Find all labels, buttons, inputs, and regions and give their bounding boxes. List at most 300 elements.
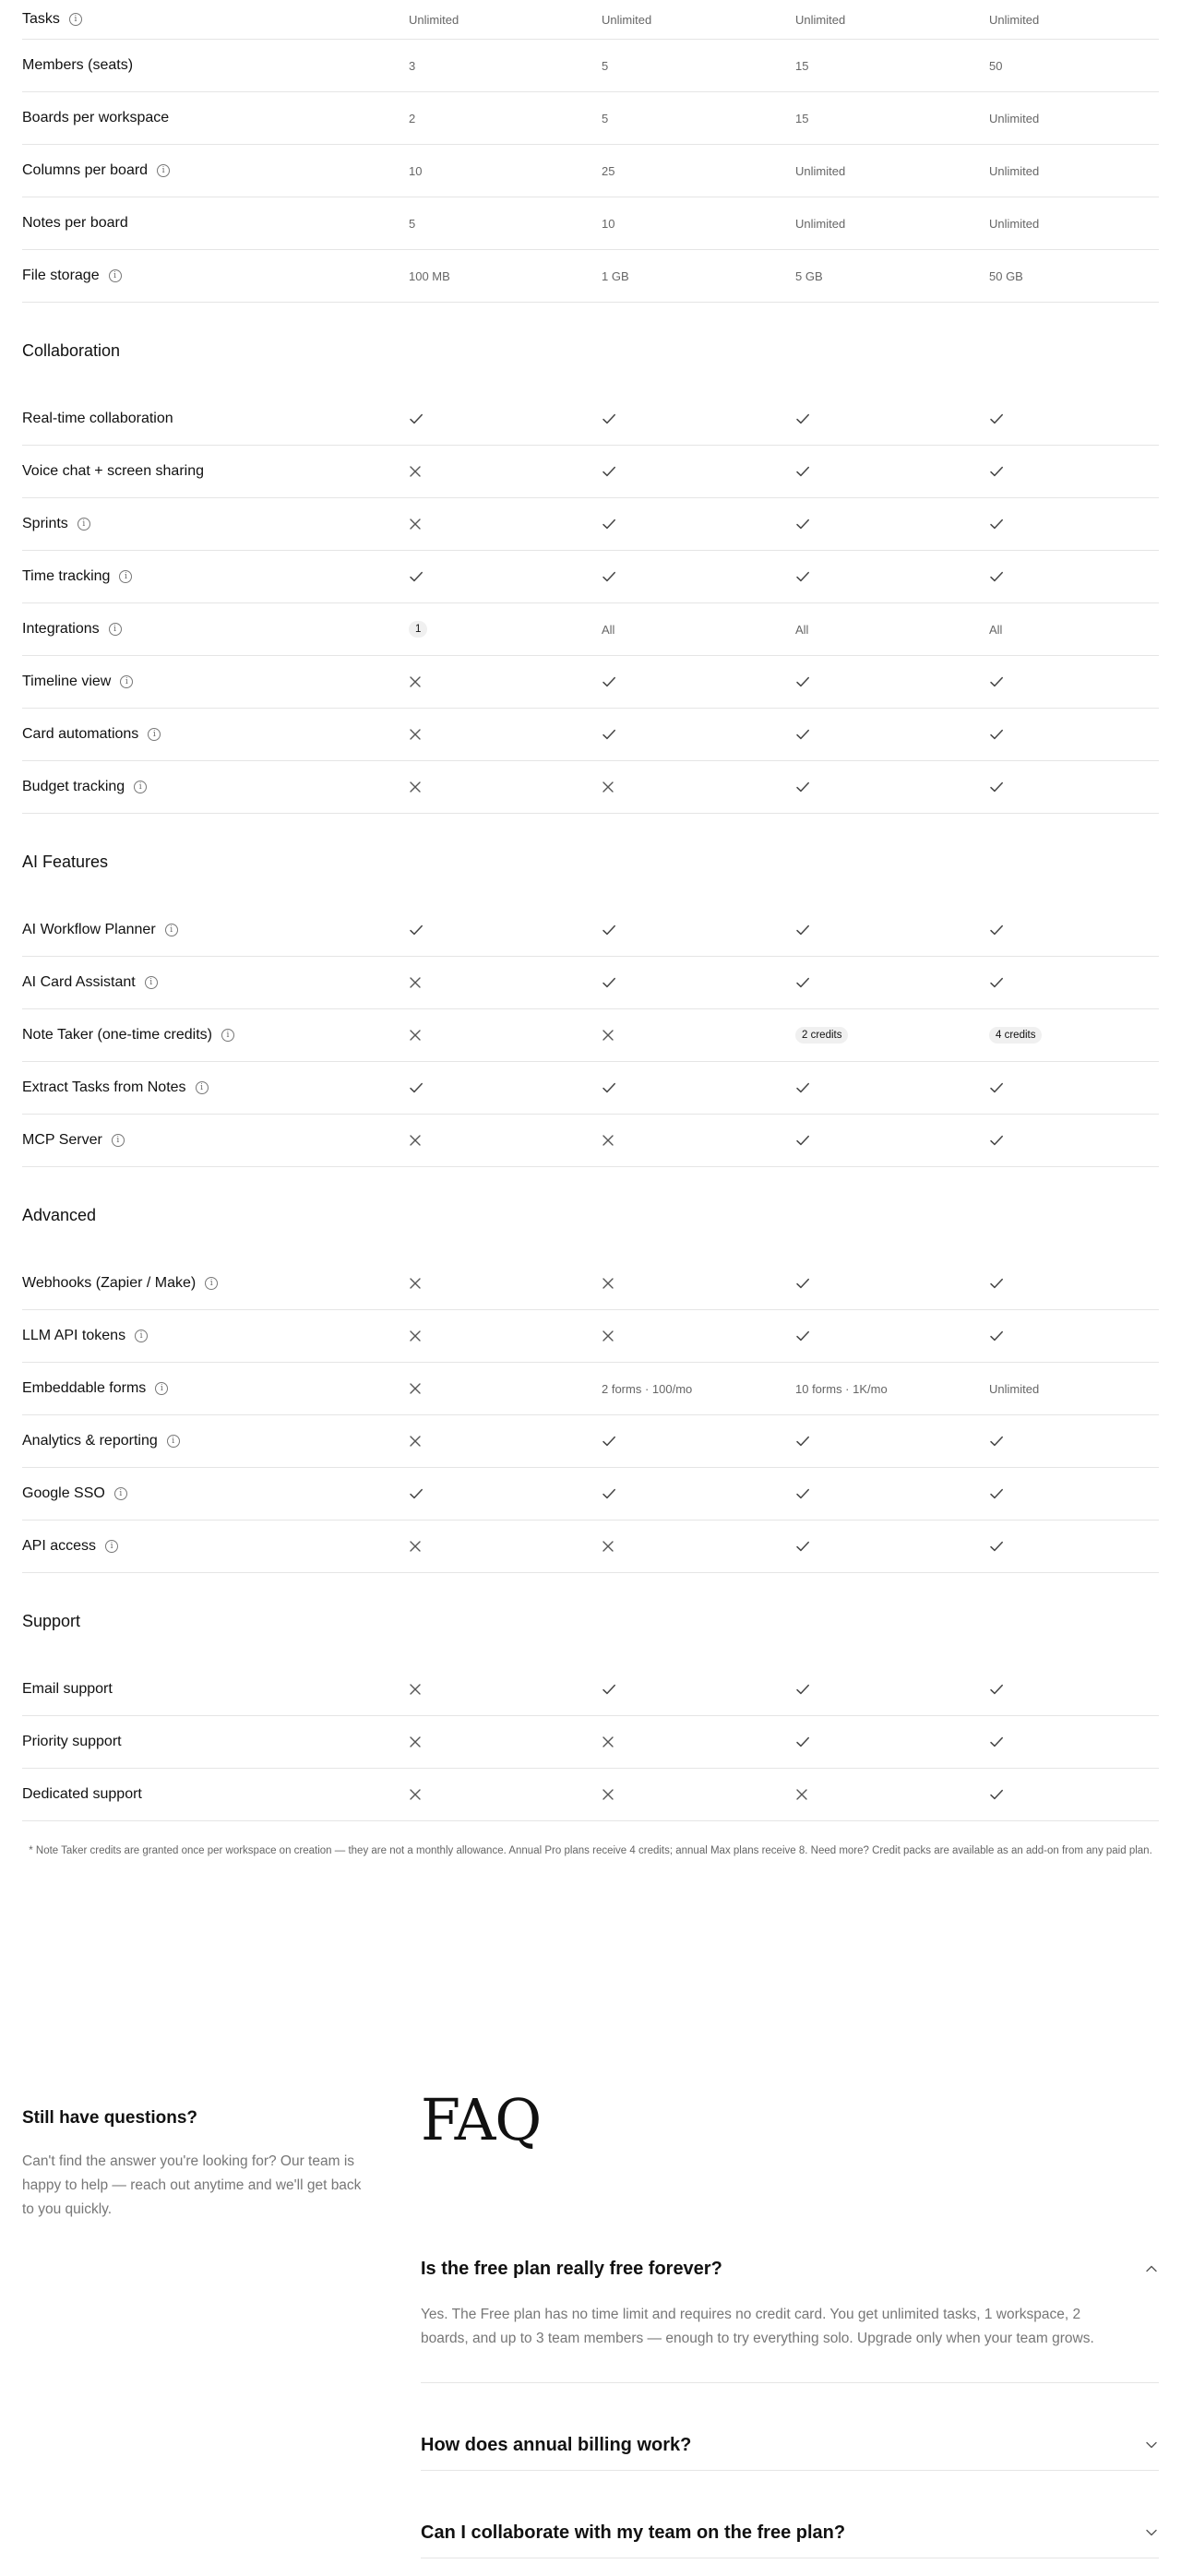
feature-row xyxy=(22,1415,1159,1468)
check-icon xyxy=(989,1133,1004,1148)
feature-row xyxy=(22,446,1159,498)
feature-name xyxy=(22,110,409,126)
value-text: Unlimited xyxy=(795,12,846,27)
plan-cell xyxy=(795,1735,989,1749)
feature-name xyxy=(22,674,409,690)
check-icon xyxy=(602,727,616,742)
cross-icon xyxy=(409,1683,422,1696)
plan-cell xyxy=(795,780,989,794)
cross-icon xyxy=(409,1382,422,1395)
check-icon xyxy=(795,517,810,531)
plan-cell xyxy=(795,674,989,689)
check-icon xyxy=(989,1329,1004,1343)
info-icon[interactable]: i xyxy=(167,1435,180,1448)
check-icon xyxy=(602,674,616,689)
check-icon xyxy=(989,517,1004,531)
feature-name xyxy=(22,779,409,795)
check-icon xyxy=(989,569,1004,584)
plan-cell xyxy=(989,411,1159,426)
plan-cell xyxy=(989,569,1159,584)
check-icon xyxy=(989,464,1004,479)
plan-cell xyxy=(409,217,602,231)
plan-cell xyxy=(409,1540,602,1553)
value-text: 100 MB xyxy=(409,268,450,283)
feature-label: Columns per board xyxy=(22,162,149,178)
check-icon xyxy=(409,1080,423,1095)
plan-cell xyxy=(989,674,1159,689)
feature-name xyxy=(22,1132,409,1149)
plan-cell xyxy=(409,465,602,478)
plan-cell xyxy=(409,269,602,283)
value-text: Unlimited xyxy=(989,163,1040,178)
plan-cell xyxy=(795,269,989,283)
feature-row xyxy=(22,1716,1159,1769)
plan-cell xyxy=(602,1277,795,1290)
value-text: 25 xyxy=(602,163,615,178)
info-icon[interactable]: i xyxy=(105,1540,118,1553)
check-icon xyxy=(795,1434,810,1449)
plan-cell xyxy=(795,112,989,125)
info-icon[interactable]: i xyxy=(78,518,90,531)
faq-title: FAQ xyxy=(421,2086,542,2153)
info-icon[interactable]: i xyxy=(205,1277,218,1290)
feature-name xyxy=(22,1328,409,1344)
check-icon xyxy=(409,1486,423,1501)
check-icon xyxy=(602,1434,616,1449)
check-icon xyxy=(795,780,810,794)
faq-question-text: How does annual billing work? xyxy=(421,2434,692,2455)
info-icon[interactable]: i xyxy=(112,1134,125,1147)
value-text: 5 xyxy=(409,216,416,231)
plan-cell xyxy=(409,1330,602,1342)
check-icon xyxy=(409,411,423,426)
feature-name xyxy=(22,1485,409,1502)
plan-cell xyxy=(989,1787,1159,1802)
cross-icon xyxy=(409,1735,422,1748)
value-text: 15 xyxy=(795,58,809,73)
plan-cell xyxy=(989,464,1159,479)
value-text: 3 xyxy=(409,58,416,73)
check-icon xyxy=(795,1539,810,1554)
plan-cell xyxy=(409,569,602,584)
plan-cell xyxy=(409,59,602,73)
plan-cell xyxy=(409,13,602,27)
value-text: 5 xyxy=(602,111,609,125)
plan-cell xyxy=(602,1486,795,1501)
section-title: Collaboration xyxy=(22,341,121,360)
plan-cell xyxy=(989,1276,1159,1291)
feature-name xyxy=(22,922,409,938)
value-text: 5 GB xyxy=(795,268,823,283)
plan-cell xyxy=(409,1382,602,1395)
check-icon xyxy=(795,569,810,584)
value-badge: 4 credits xyxy=(989,1027,1042,1044)
feature-label: LLM API tokens xyxy=(22,1328,126,1343)
feature-row xyxy=(22,603,1159,656)
value-text: 10 xyxy=(602,216,615,231)
plan-cell xyxy=(795,464,989,479)
feature-name xyxy=(22,1786,409,1803)
check-icon xyxy=(989,975,1004,990)
feature-row xyxy=(22,393,1159,446)
plan-cell xyxy=(795,1133,989,1148)
feature-row xyxy=(22,1664,1159,1716)
feature-name xyxy=(22,57,409,74)
feature-name xyxy=(22,621,409,638)
plan-cell xyxy=(795,1486,989,1501)
plan-cell xyxy=(409,621,602,638)
plan-cell xyxy=(602,112,795,125)
plan-cell xyxy=(795,411,989,426)
info-icon[interactable]: i xyxy=(155,1382,168,1395)
section-title: Advanced xyxy=(22,1206,97,1224)
plan-cell xyxy=(602,411,795,426)
plan-cell xyxy=(409,1486,602,1501)
plan-cell xyxy=(409,1080,602,1095)
plan-cell xyxy=(989,1133,1159,1148)
feature-label: Sprints xyxy=(22,516,68,531)
feature-label: Google SSO xyxy=(22,1485,105,1501)
feature-name xyxy=(22,1380,409,1397)
feature-row xyxy=(22,40,1159,92)
feature-label: Note Taker (one-time credits) xyxy=(22,1027,212,1043)
feature-label: Time tracking xyxy=(22,568,111,584)
feature-label: Extract Tasks from Notes xyxy=(22,1079,186,1095)
feature-label: File storage xyxy=(22,268,100,283)
footnote: * Note Taker credits are granted once per workspace on creation — they are not a monthly allowance. Annual Pro plans receive 4 credits; annual Max plans receive 8. Need more? Credit packs are available as an add-on from any paid plan. xyxy=(29,1845,1152,1856)
feature-name xyxy=(22,162,409,179)
value-text: 2 xyxy=(409,111,416,125)
check-icon xyxy=(602,464,616,479)
plan-cell xyxy=(602,923,795,937)
value-badge: 2 credits xyxy=(795,1027,848,1044)
plan-cell xyxy=(795,59,989,73)
value-text: 50 GB xyxy=(989,268,1023,283)
info-icon[interactable]: i xyxy=(120,675,133,688)
plan-cell xyxy=(409,1277,602,1290)
check-icon xyxy=(602,975,616,990)
feature-label: Analytics & reporting xyxy=(22,1433,158,1449)
cross-icon xyxy=(602,1735,614,1748)
value-text: 50 xyxy=(989,58,1003,73)
plan-cell xyxy=(602,464,795,479)
check-icon xyxy=(989,1735,1004,1749)
plan-cell xyxy=(989,517,1159,531)
check-icon xyxy=(989,923,1004,937)
value-text: All xyxy=(989,622,1003,637)
feature-section xyxy=(22,1573,1159,1821)
feature-label: MCP Server xyxy=(22,1132,102,1148)
value-text: 15 xyxy=(795,111,809,125)
plan-cell xyxy=(989,1434,1159,1449)
cross-icon xyxy=(602,781,614,793)
value-text: 2 forms · 100/mo xyxy=(602,1381,693,1396)
plan-cell xyxy=(602,1788,795,1801)
feature-row xyxy=(22,0,1159,40)
cross-icon xyxy=(602,1277,614,1290)
plan-cell xyxy=(602,1735,795,1748)
plan-cell xyxy=(795,727,989,742)
plan-cell xyxy=(989,1080,1159,1095)
feature-row xyxy=(22,551,1159,603)
plan-cell xyxy=(795,217,989,231)
feature-row xyxy=(22,1009,1159,1062)
check-icon xyxy=(989,1276,1004,1291)
info-icon[interactable]: i xyxy=(134,781,147,793)
plan-cell xyxy=(989,780,1159,794)
plan-cell xyxy=(602,1134,795,1147)
cross-icon xyxy=(409,781,422,793)
check-icon xyxy=(989,1539,1004,1554)
feature-row xyxy=(22,197,1159,250)
feature-label: Boards per workspace xyxy=(22,110,170,125)
feature-row xyxy=(22,1521,1159,1573)
cross-icon xyxy=(409,1788,422,1801)
feature-row xyxy=(22,1115,1159,1167)
feature-row xyxy=(22,1363,1159,1415)
feature-comparison-table xyxy=(22,0,1159,1821)
check-icon xyxy=(795,1682,810,1697)
feature-label: API access xyxy=(22,1538,97,1554)
faq-sidebar xyxy=(22,2105,373,2222)
check-icon xyxy=(989,1434,1004,1449)
feature-label: Webhooks (Zapier / Make) xyxy=(22,1275,197,1291)
plan-cell xyxy=(795,569,989,584)
plan-cell xyxy=(602,217,795,231)
info-icon[interactable]: i xyxy=(109,269,122,282)
info-icon[interactable]: i xyxy=(69,13,82,26)
cross-icon xyxy=(602,1029,614,1042)
feature-label: Tasks xyxy=(22,11,60,27)
feature-name xyxy=(22,568,409,585)
plan-cell xyxy=(409,675,602,688)
plan-cell xyxy=(989,1486,1159,1501)
faq-item xyxy=(421,2508,1159,2558)
feature-row xyxy=(22,1258,1159,1310)
plan-cell xyxy=(795,1382,989,1396)
faq-answer: Yes. The Free plan has no time limit and requires no credit card. You get unlimited tasks, 1 workspace, 2 boards, and up to 3 team members — enough to try everything solo. Upgrade only when your team grows. xyxy=(421,2307,1094,2346)
cross-icon xyxy=(409,1134,422,1147)
info-icon[interactable]: i xyxy=(165,924,178,936)
plan-cell xyxy=(602,781,795,793)
value-badge: 1 xyxy=(409,621,427,638)
feature-label: Dedicated support xyxy=(22,1786,142,1802)
plan-cell xyxy=(602,13,795,27)
cross-icon xyxy=(602,1134,614,1147)
faq-list xyxy=(421,2244,1159,2558)
feature-section xyxy=(22,814,1159,1167)
plan-cell xyxy=(795,1539,989,1554)
feature-section xyxy=(22,303,1159,814)
plan-cell xyxy=(602,517,795,531)
plan-cell xyxy=(602,1080,795,1095)
check-icon xyxy=(989,1080,1004,1095)
cross-icon xyxy=(602,1330,614,1342)
info-icon[interactable]: i xyxy=(157,164,170,177)
plan-cell xyxy=(795,13,989,27)
feature-name xyxy=(22,11,409,28)
feature-name xyxy=(22,1681,409,1698)
value-text: Unlimited xyxy=(795,216,846,231)
faq-question[interactable] xyxy=(421,2420,1159,2470)
plan-cell xyxy=(409,518,602,531)
feature-label: Timeline view xyxy=(22,674,112,689)
plan-cell xyxy=(989,1682,1159,1697)
plan-cell xyxy=(409,164,602,178)
plan-cell xyxy=(989,1382,1159,1396)
faq-question[interactable] xyxy=(421,2244,1159,2294)
feature-row xyxy=(22,957,1159,1009)
plan-cell xyxy=(795,1788,989,1801)
cross-icon xyxy=(795,1788,808,1801)
feature-row xyxy=(22,1062,1159,1115)
check-icon xyxy=(989,780,1004,794)
value-text: All xyxy=(602,622,615,637)
value-text: 1 GB xyxy=(602,268,629,283)
faq-question[interactable] xyxy=(421,2508,1159,2558)
plan-cell xyxy=(602,1434,795,1449)
plan-cell xyxy=(795,517,989,531)
feature-row xyxy=(22,709,1159,761)
info-icon[interactable]: i xyxy=(135,1330,148,1342)
info-icon[interactable]: i xyxy=(109,623,122,636)
value-text: 5 xyxy=(602,58,609,73)
plan-cell xyxy=(989,1329,1159,1343)
cross-icon xyxy=(409,728,422,741)
plan-cell xyxy=(409,923,602,937)
plan-cell xyxy=(602,569,795,584)
feature-row xyxy=(22,1468,1159,1521)
plan-cell xyxy=(795,923,989,937)
value-text: Unlimited xyxy=(795,163,846,178)
check-icon xyxy=(602,517,616,531)
plan-cell xyxy=(795,164,989,178)
plan-cell xyxy=(989,13,1159,27)
feature-name xyxy=(22,411,409,427)
plan-cell xyxy=(795,1080,989,1095)
cross-icon xyxy=(602,1540,614,1553)
value-text: Unlimited xyxy=(989,1381,1040,1396)
faq-question-text: Is the free plan really free forever? xyxy=(421,2258,722,2279)
plan-cell xyxy=(602,164,795,178)
feature-name xyxy=(22,1734,409,1750)
check-icon xyxy=(795,1329,810,1343)
check-icon xyxy=(602,1080,616,1095)
chevron-down-icon[interactable] xyxy=(1144,2438,1159,2452)
plan-cell xyxy=(989,59,1159,73)
check-icon xyxy=(795,411,810,426)
feature-name xyxy=(22,726,409,743)
feature-label: Notes per board xyxy=(22,215,128,231)
cross-icon xyxy=(409,518,422,531)
feature-row xyxy=(22,145,1159,197)
plan-cell xyxy=(409,1735,602,1748)
check-icon xyxy=(409,923,423,937)
plan-cell xyxy=(409,976,602,989)
plan-cell xyxy=(602,1382,795,1396)
check-icon xyxy=(795,464,810,479)
plan-cell xyxy=(989,112,1159,125)
feature-row xyxy=(22,761,1159,814)
plan-cell xyxy=(795,975,989,990)
feature-label: AI Card Assistant xyxy=(22,974,136,990)
feature-name xyxy=(22,1079,409,1096)
plan-cell xyxy=(795,1682,989,1697)
info-icon[interactable]: i xyxy=(145,976,158,989)
info-icon[interactable]: i xyxy=(119,570,132,583)
plan-cell xyxy=(602,1029,795,1042)
chevron-up-icon[interactable] xyxy=(1144,2261,1159,2276)
plan-cell xyxy=(602,1330,795,1342)
check-icon xyxy=(602,1682,616,1697)
feature-name xyxy=(22,215,409,232)
plan-cell xyxy=(989,1735,1159,1749)
feature-name xyxy=(22,463,409,480)
plan-cell xyxy=(602,59,795,73)
feature-label: Card automations xyxy=(22,726,139,742)
chevron-down-icon[interactable] xyxy=(1144,2525,1159,2540)
info-icon[interactable]: i xyxy=(148,728,161,741)
feature-row xyxy=(22,1310,1159,1363)
plan-cell xyxy=(409,1134,602,1147)
plan-cell xyxy=(989,975,1159,990)
feature-label: Real-time collaboration xyxy=(22,411,173,426)
plan-cell xyxy=(795,623,989,637)
feature-label: Embeddable forms xyxy=(22,1380,147,1396)
plan-cell xyxy=(602,975,795,990)
info-icon[interactable]: i xyxy=(114,1487,127,1500)
faq-side-text: Can't find the answer you're looking for? Our team is happy to help — reach out anytime and we'll get back to you quickly. xyxy=(22,2153,362,2217)
feature-label: Email support xyxy=(22,1681,113,1697)
plan-cell xyxy=(409,1788,602,1801)
feature-row xyxy=(22,656,1159,709)
cross-icon xyxy=(409,976,422,989)
plan-cell xyxy=(409,728,602,741)
check-icon xyxy=(989,727,1004,742)
plan-cell xyxy=(795,1027,989,1044)
plan-cell xyxy=(602,623,795,637)
info-icon[interactable]: i xyxy=(196,1081,209,1094)
check-icon xyxy=(795,923,810,937)
plan-cell xyxy=(989,1539,1159,1554)
check-icon xyxy=(795,674,810,689)
feature-label: Members (seats) xyxy=(22,57,134,73)
check-icon xyxy=(989,411,1004,426)
check-icon xyxy=(989,1787,1004,1802)
value-text: 10 xyxy=(409,163,423,178)
cross-icon xyxy=(409,1540,422,1553)
cross-icon xyxy=(409,1029,422,1042)
cross-icon xyxy=(602,1788,614,1801)
value-text: Unlimited xyxy=(989,12,1040,27)
value-text: Unlimited xyxy=(989,111,1040,125)
check-icon xyxy=(409,569,423,584)
check-icon xyxy=(795,975,810,990)
feature-label: AI Workflow Planner xyxy=(22,922,156,937)
plan-cell xyxy=(409,1435,602,1448)
faq-question-text: Can I collaborate with my team on the free plan? xyxy=(421,2522,846,2543)
plan-cell xyxy=(989,164,1159,178)
info-icon[interactable]: i xyxy=(221,1029,234,1042)
check-icon xyxy=(989,674,1004,689)
cross-icon xyxy=(409,675,422,688)
plan-cell xyxy=(989,923,1159,937)
plan-cell xyxy=(409,781,602,793)
feature-name xyxy=(22,516,409,532)
faq-item xyxy=(421,2420,1159,2471)
check-icon xyxy=(602,1486,616,1501)
value-text: All xyxy=(795,622,809,637)
